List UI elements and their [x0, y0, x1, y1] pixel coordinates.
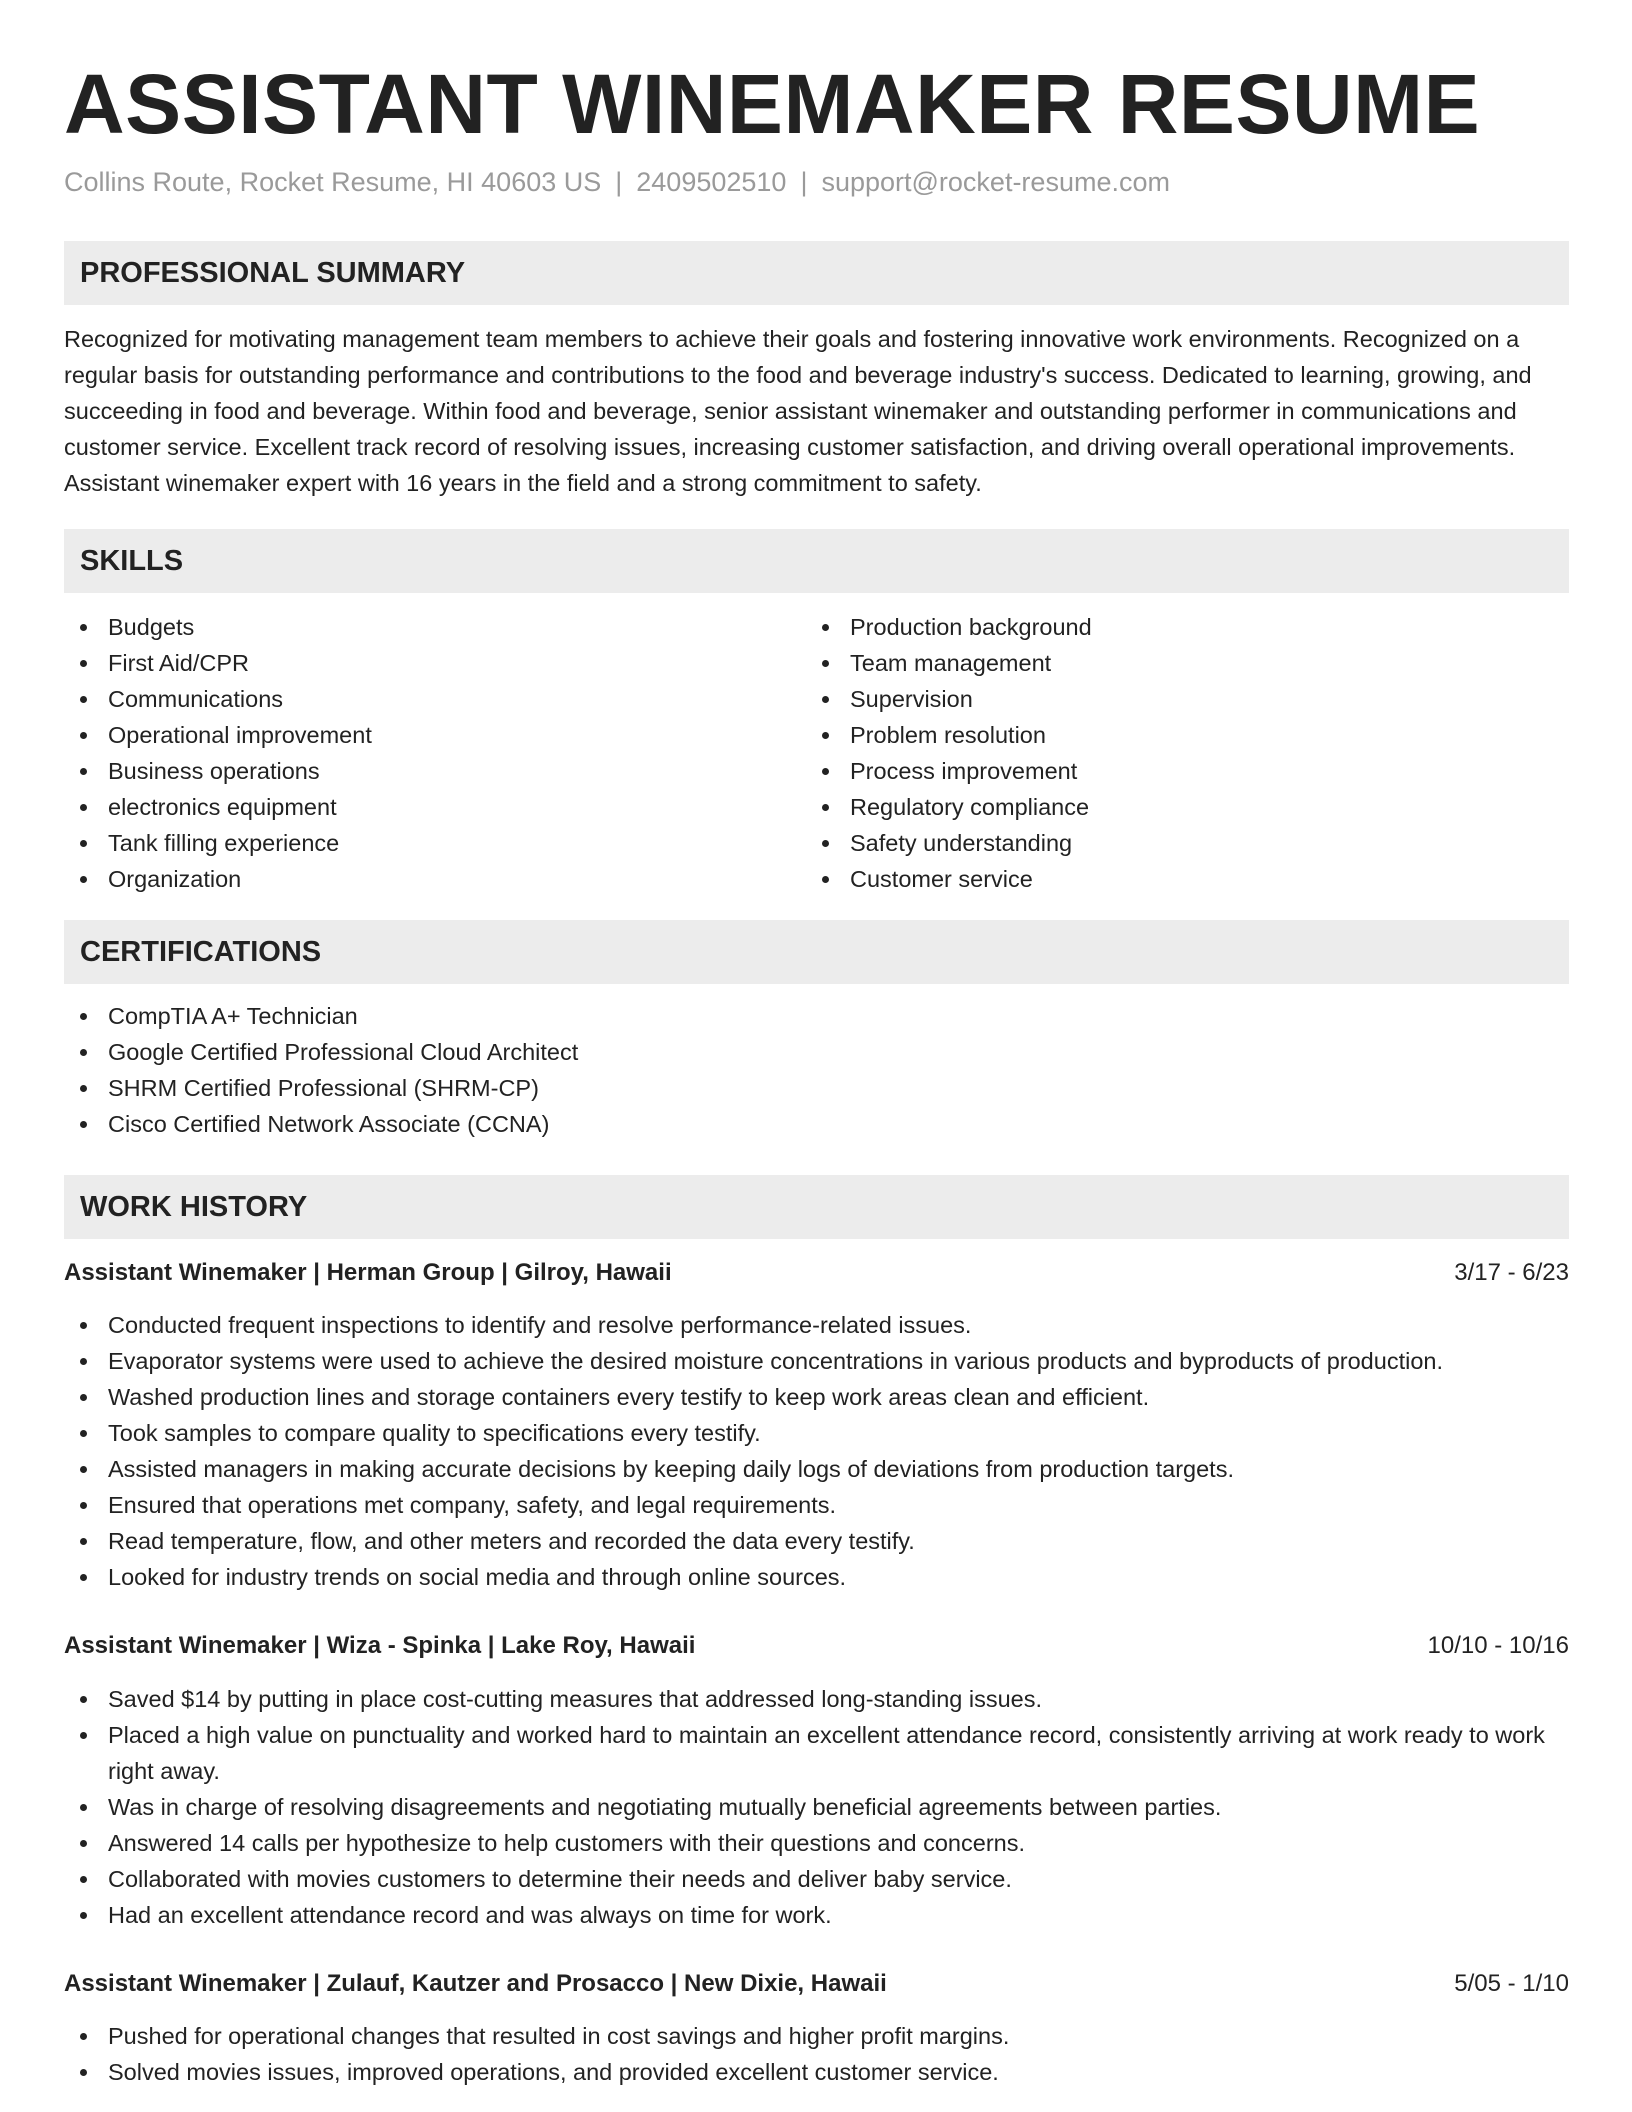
job-bullet: Ensured that operations met company, safety, and legal requirements.: [64, 1487, 1569, 1523]
job-bullet: Was in charge of resolving disagreements and negotiating mutually beneficial agreements between parties.: [64, 1789, 1569, 1825]
job-bullet: Pushed for operational changes that resulted in cost savings and higher profit margins.: [64, 2018, 1569, 2054]
job-header: [64, 1966, 1569, 2002]
contact-separator: |: [615, 167, 623, 197]
job-entry: [64, 1255, 1569, 1595]
job-bullet: Had an excellent attendance record and was always on time for work.: [64, 1897, 1569, 1933]
certification-item: CompTIA A+ Technician: [64, 998, 1569, 1034]
job-header: [64, 1255, 1569, 1291]
skill-item: Tank filling experience: [64, 825, 806, 861]
skill-item: Problem resolution: [806, 717, 1548, 753]
job-dates: 5/05 - 1/10: [1454, 1970, 1569, 1997]
job-bullet: Conducted frequent inspections to identify and resolve performance-related issues.: [64, 1307, 1569, 1343]
skills-grid: [64, 609, 1569, 897]
job-dates: 10/10 - 10/16: [1427, 1632, 1569, 1659]
certifications-heading: CERTIFICATIONS: [64, 920, 1569, 984]
job-title: Assistant Winemaker | Herman Group | Gilroy, Hawaii: [64, 1259, 672, 1286]
summary-text: Recognized for motivating management team members to achieve their goals and fostering innovative work environments. Recognized on a regular basis for outstanding performance and contributions to the food and beverage industry's success. Dedicated to learning, growing, and succeeding in food and beverage. Within food and beverage, senior assistant winemaker and outstanding performer in communications and customer service. Excellent track record of resolving issues, increasing customer satisfaction, and driving overall operational improvements. Assistant winemaker expert with 16 years in the field and a strong commitment to safety.: [64, 326, 1532, 496]
work-history-heading: WORK HISTORY: [64, 1175, 1569, 1239]
certification-item: SHRM Certified Professional (SHRM-CP): [64, 1070, 1569, 1106]
skill-item: Business operations: [64, 753, 806, 789]
job-bullet: Solved movies issues, improved operations, and provided excellent customer service.: [64, 2054, 1569, 2090]
resume-page: [64, 0, 1569, 2090]
job-title: Assistant Winemaker | Wiza - Spinka | Lake Roy, Hawaii: [64, 1632, 696, 1659]
skills-heading: SKILLS: [64, 529, 1569, 593]
job-bullets: [64, 1307, 1569, 1595]
certifications-list: [64, 998, 1569, 1142]
skill-item: Organization: [64, 861, 806, 897]
skill-item: Team management: [806, 645, 1548, 681]
job-title: Assistant Winemaker | Zulauf, Kautzer and Prosacco | New Dixie, Hawaii: [64, 1970, 887, 1997]
resume-title: ASSISTANT WINEMAKER RESUME: [64, 57, 1481, 151]
certification-item: Cisco Certified Network Associate (CCNA): [64, 1106, 1569, 1142]
summary-heading: PROFESSIONAL SUMMARY: [64, 241, 1569, 305]
skill-item: Process improvement: [806, 753, 1548, 789]
certification-item: Google Certified Professional Cloud Architect: [64, 1034, 1569, 1070]
job-entry: [64, 1966, 1569, 2090]
job-entry: [64, 1628, 1569, 1933]
skill-item: Communications: [64, 681, 806, 717]
job-bullet: Collaborated with movies customers to determine their needs and deliver baby service.: [64, 1861, 1569, 1897]
job-bullet: Placed a high value on punctuality and worked hard to maintain an excellent attendance record, consistently arriving at work ready to work right away.: [64, 1717, 1569, 1789]
contact-address: Collins Route, Rocket Resume, HI 40603 US: [64, 167, 602, 197]
skill-item: Safety understanding: [806, 825, 1548, 861]
job-bullets: [64, 1681, 1569, 1933]
job-bullet: Evaporator systems were used to achieve the desired moisture concentrations in various products and byproducts of production.: [64, 1343, 1569, 1379]
skill-item: Customer service: [806, 861, 1548, 897]
skill-item: First Aid/CPR: [64, 645, 806, 681]
skill-item: Operational improvement: [64, 717, 806, 753]
job-dates: 3/17 - 6/23: [1454, 1259, 1569, 1286]
skill-item: Budgets: [64, 609, 806, 645]
job-bullets: [64, 2018, 1569, 2090]
job-bullet: Saved $14 by putting in place cost-cutting measures that addressed long-standing issues.: [64, 1681, 1569, 1717]
skill-item: electronics equipment: [64, 789, 806, 825]
job-bullet: Read temperature, flow, and other meters and recorded the data every testify.: [64, 1523, 1569, 1559]
contact-line: [64, 164, 1569, 200]
job-bullet: Washed production lines and storage containers every testify to keep work areas clean and efficient.: [64, 1379, 1569, 1415]
job-header: [64, 1628, 1569, 1664]
skills-column-right: [806, 609, 1548, 897]
job-bullet: Looked for industry trends on social media and through online sources.: [64, 1559, 1569, 1595]
skill-item: Regulatory compliance: [806, 789, 1548, 825]
contact-phone: 2409502510: [636, 167, 787, 197]
skill-item: Supervision: [806, 681, 1548, 717]
job-bullet: Assisted managers in making accurate decisions by keeping daily logs of deviations from production targets.: [64, 1451, 1569, 1487]
skills-column-left: [64, 609, 806, 897]
job-bullet: Took samples to compare quality to specifications every testify.: [64, 1415, 1569, 1451]
contact-email: support@rocket-resume.com: [821, 167, 1170, 197]
contact-separator: |: [800, 167, 808, 197]
skill-item: Production background: [806, 609, 1548, 645]
job-bullet: Answered 14 calls per hypothesize to help customers with their questions and concerns.: [64, 1825, 1569, 1861]
